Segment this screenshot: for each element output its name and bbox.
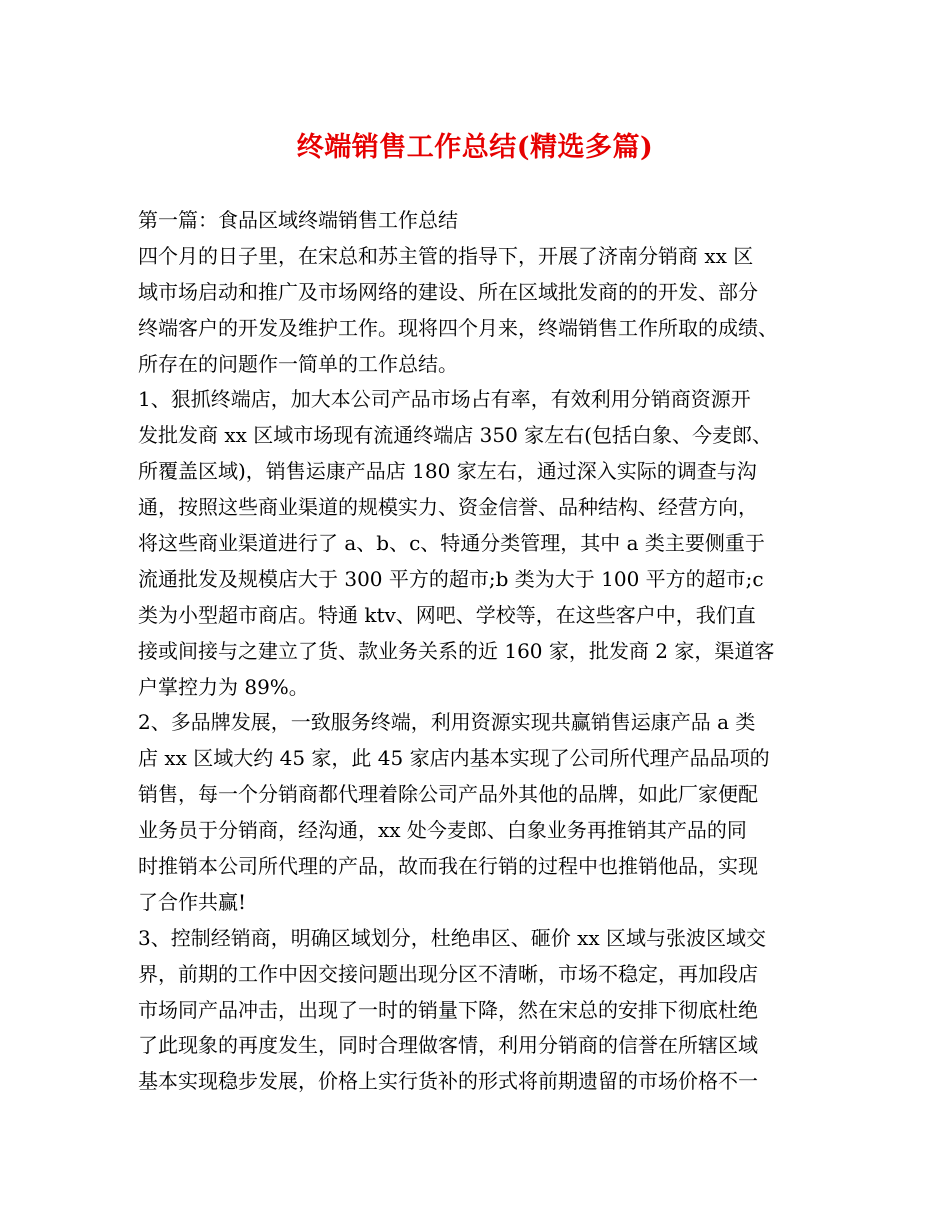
paragraph-line: 所覆盖区域)，销售运康产品店 180 家左右，通过深入实际的调查与沟 [138,459,757,484]
paragraph-line: 业务员于分销商，经沟通，xx 处今麦郎、白象业务再推销其产品的同 [138,818,747,843]
paragraph-line: 2、多品牌发展，一致服务终端，利用资源实现共赢销售运康产品 a 类 [138,710,756,735]
paragraph-line: 所存在的问题作一简单的工作总结。 [138,351,458,376]
paragraph-line: 发批发商 xx 区域市场现有流通终端店 350 家左右(包括白象、今麦郎、 [138,423,772,448]
paragraph-line: 基本实现稳步发展，价格上实行货补的形式将前期遗留的市场价格不一 [138,1069,758,1094]
paragraph-line: 接或间接与之建立了货、款业务关系的近 160 家，批发商 2 家，渠道客 [138,638,775,663]
paragraph-line: 域市场启动和推广及市场网络的建设、所在区域批发商的的开发、部分 [138,279,758,304]
paragraph-line: 销售，每一个分销商都代理着除公司产品外其他的品牌，如此厂家便配 [138,782,758,807]
paragraph-line: 了合作共赢! [138,889,247,914]
paragraph-line: 四个月的日子里，在宋总和苏主管的指导下，开展了济南分销商 xx 区 [138,243,754,268]
paragraph-line: 界，前期的工作中因交接问题出现分区不清晰，市场不稳定，再加段店 [138,961,758,986]
paragraph-line: 户掌控力为 89%。 [138,674,309,699]
paragraph-line: 终端客户的开发及维护工作。现将四个月来，终端销售工作所取的成绩、 [138,315,778,340]
paragraph-line: 流通批发及规模店大于 300 平方的超市;b 类为大于 100 平方的超市;c [138,566,764,591]
document-title: 终端销售工作总结(精选多篇) [296,132,654,163]
paragraph-line: 3、控制经销商，明确区域划分，杜绝串区、砸价 xx 区域与张波区域交 [138,925,766,950]
paragraph-line: 类为小型超市商店。特通 ktv、网吧、学校等，在这些客户中，我们直 [138,602,756,627]
paragraph-line: 通，按照这些商业渠道的规模实力、资金信誉、品种结构、经营方向， [138,495,758,520]
document-body [138,203,828,1100]
paragraph-line: 时推销本公司所代理的产品，故而我在行销的过程中也推销他品，实现 [138,854,758,879]
paragraph-line: 1、狠抓终端店，加大本公司产品市场占有率，有效利用分销商资源开 [138,387,751,412]
paragraph-line: 了此现象的再度发生，同时合理做客情，利用分销商的信誉在所辖区域 [138,1033,758,1058]
paragraph-line: 店 xx 区域大约 45 家，此 45 家店内基本实现了公司所代理产品品项的 [138,746,770,771]
section-heading: 第一篇：食品区域终端销售工作总结 [138,208,458,232]
paragraph-line: 市场同产品冲击，出现了一时的销量下降，然在宋总的安排下彻底杜绝 [138,997,758,1022]
paragraph-line: 将这些商业渠道进行了 a、b、c、特通分类管理，其中 a 类主要侧重于 [138,531,765,556]
